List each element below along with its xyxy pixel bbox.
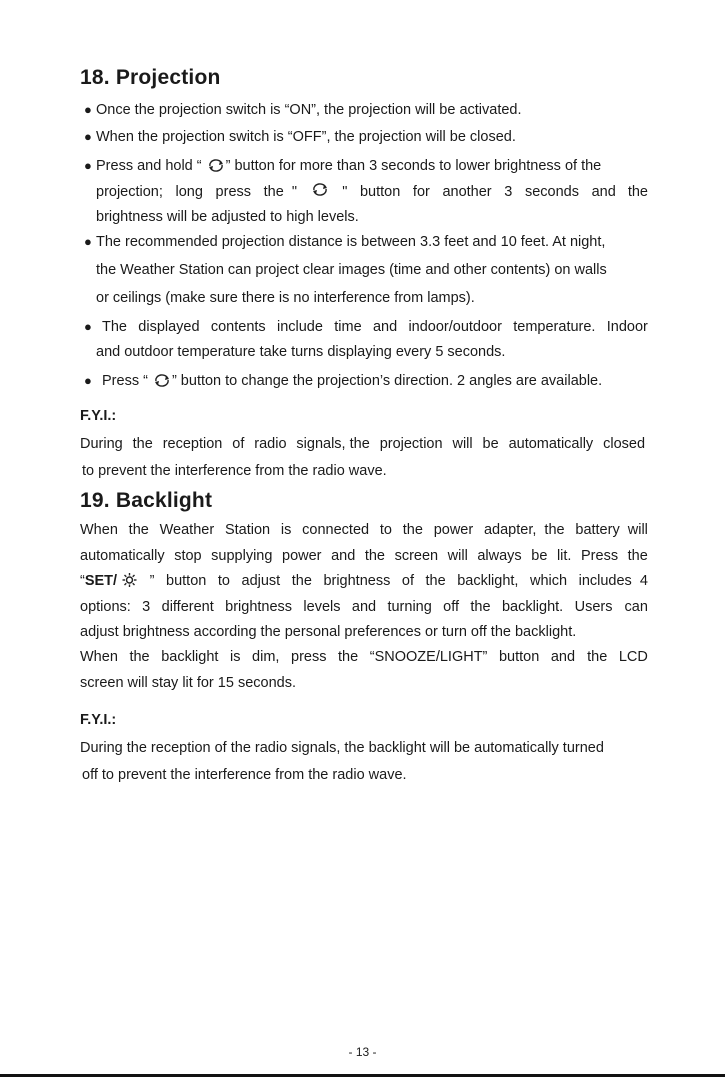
paragraph-line: screen will stay lit for 15 seconds.: [80, 675, 296, 691]
paragraph-line: adjust brightness according the personal preferences or turn off the backlight.: [80, 624, 577, 640]
bullet-text: brightness will be adjusted to high levels.: [96, 209, 359, 225]
fyi-label: F.Y.I.:: [80, 408, 117, 424]
bullet-text: Once the projection switch is “ON”, the projection will be activated.: [96, 102, 522, 118]
paragraph-line: to prevent the interference from the radio wave.: [82, 463, 387, 479]
paragraph-line: During the reception of radio signals, the projection will be automatically closed: [80, 436, 646, 452]
rotate-arrow-icon: [153, 374, 171, 392]
rotate-arrow-icon: [311, 183, 329, 201]
paragraph-line: When the backlight is dim, press the “SNOOZE/LIGHT” button and the LCD: [80, 649, 648, 665]
bullet-text: The displayed contents include time and indoor/outdoor temperature. Indoor: [102, 319, 648, 335]
fyi-label: F.Y.I.:: [80, 712, 117, 728]
rotate-arrow-icon: [207, 159, 225, 177]
bullet-dot: ●: [84, 319, 92, 334]
paragraph-line: automatically stop supplying power and the screen will always be lit. Press the: [80, 548, 648, 564]
section-19-title: 19. Backlight: [80, 489, 213, 512]
section-18-title: 18. Projection: [80, 66, 221, 89]
bullet-text: Press and hold “ ” button for more than 3 seconds to lower brightness of the: [96, 157, 648, 177]
bullet-dot: ●: [84, 129, 92, 144]
page-number: - 13 -: [348, 1045, 377, 1059]
bullet-dot: ●: [84, 102, 92, 117]
paragraph-line: “SET/ ” button to adjust the brightness of the backlight, which includes 4: [80, 572, 648, 592]
bullet-text: The recommended projection distance is between 3.3 feet and 10 feet. At night,: [96, 234, 606, 250]
bullet-text: and outdoor temperature take turns displaying every 5 seconds.: [96, 344, 506, 360]
paragraph-line: off to prevent the interference from the radio wave.: [82, 767, 407, 783]
sun-brightness-icon: [122, 573, 137, 592]
bullet-text: Press “ ” button to change the projection’s direction. 2 angles are available.: [102, 372, 654, 392]
bullet-dot: ●: [84, 158, 92, 173]
paragraph-line: options: 3 different brightness levels and turning off the backlight. Users can: [80, 599, 648, 615]
bottom-rule: [0, 1074, 725, 1077]
bullet-text: projection; long press the " " button for another 3 seconds and the: [96, 184, 648, 200]
bullet-text: or ceilings (make sure there is no interference from lamps).: [96, 290, 475, 306]
paragraph-line: During the reception of the radio signals, the backlight will be automatically turned: [80, 740, 604, 756]
bullet-dot: ●: [84, 234, 92, 249]
bullet-text: When the projection switch is “OFF”, the projection will be closed.: [96, 129, 516, 145]
paragraph-line: When the Weather Station is connected to the power adapter, the battery will: [80, 522, 648, 538]
bullet-dot: ●: [84, 373, 92, 388]
bullet-text: the Weather Station can project clear images (time and other contents) on walls: [96, 262, 607, 278]
